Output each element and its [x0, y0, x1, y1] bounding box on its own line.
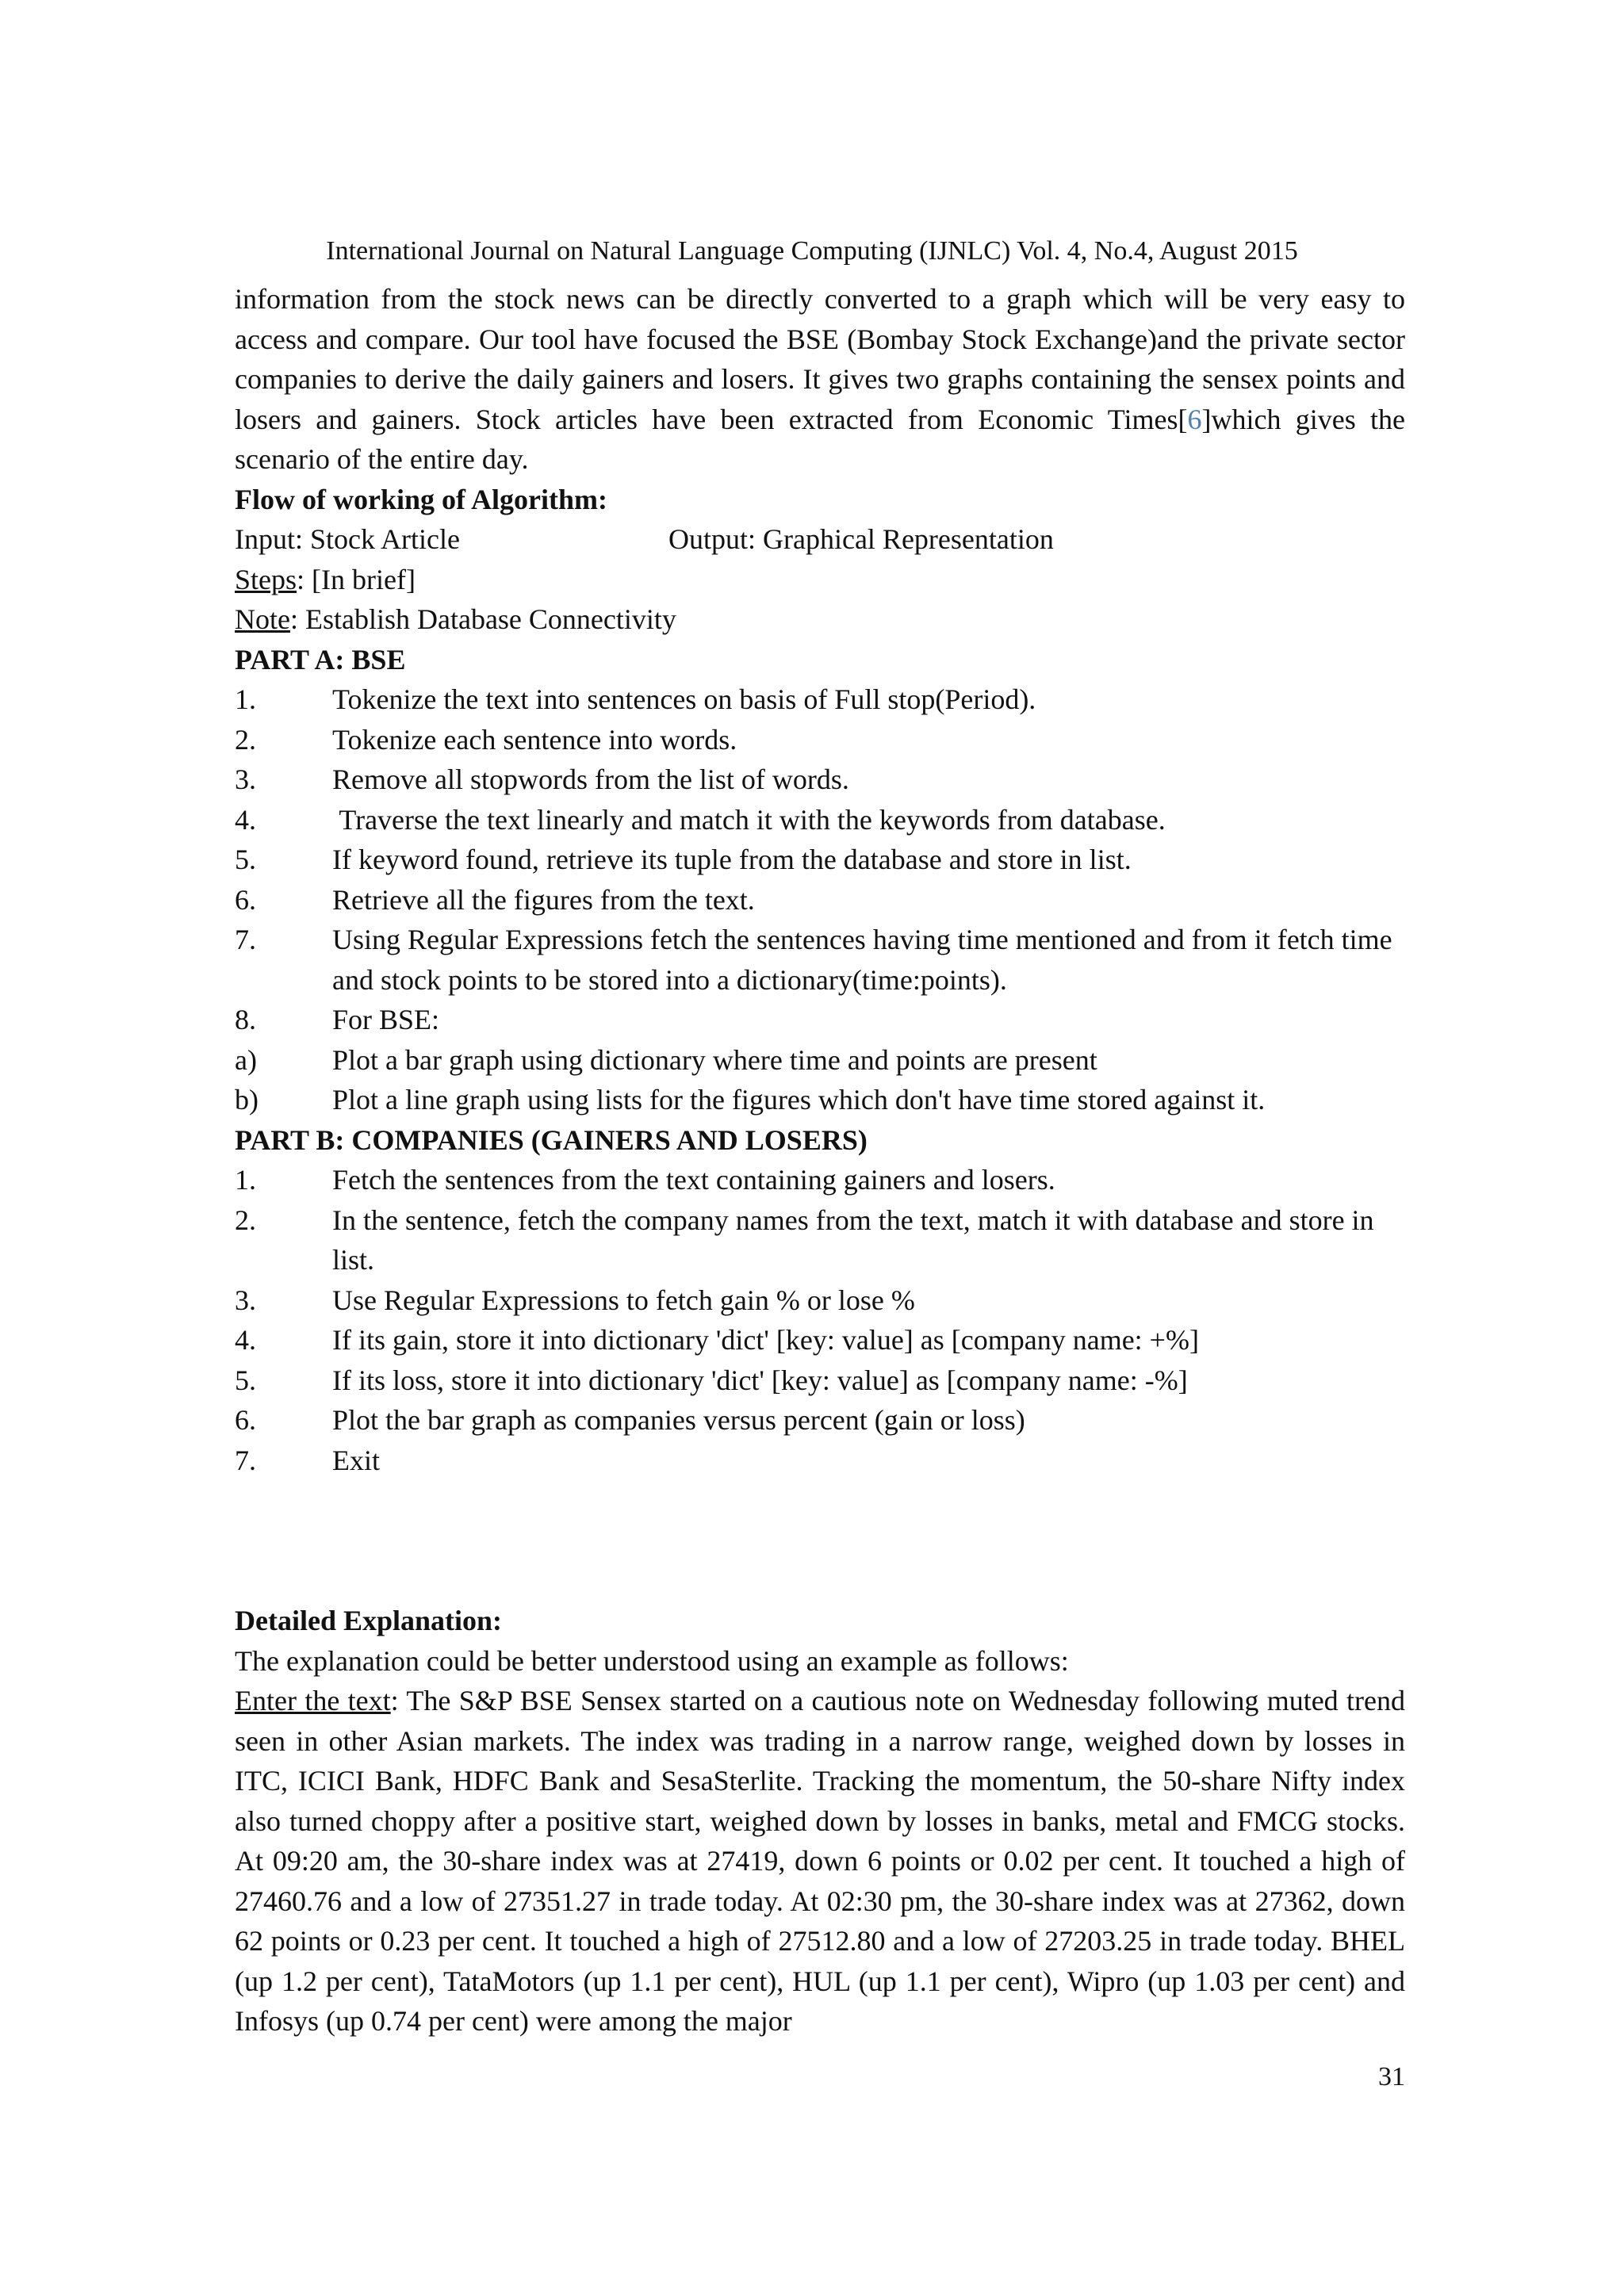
item-number: 1.: [235, 1164, 256, 1196]
list-item: [235, 1000, 1405, 1040]
detailed-heading: Detailed Explanation:: [235, 1605, 503, 1636]
item-text: Tokenize the text into sentences on basis of Full stop(Period).: [332, 683, 1036, 715]
item-text: Retrieve all the figures from the text.: [332, 883, 755, 916]
part-a-heading: PART A: BSE: [235, 643, 406, 675]
item-number: 2.: [235, 723, 256, 756]
item-number: 4.: [235, 1324, 256, 1356]
example-text: : The S&P BSE Sensex started on a cautious note on Wednesday following muted trend seen in other Asian markets. The index was trading in a narrow range, weighed down by losses in ITC, ICICI Bank, HDFC Bank and SesaSterlite. Tracking the momentum, the 50-share Nifty index also turned choppy after a positive start, weighed down by losses in banks, metal and FMCG stocks. At 09:20 am, the 30-share index was at 27419, down 6 points or 0.02 per cent. It touched a high of 27460.76 and a low of 27351.27 in trade today. At 02:30 pm, the 30-share index was at 27362, down 62 points or 0.23 per cent. It touched a high of 27512.80 and a low of 27203.25 in trade today. BHEL (up 1.2 per cent), TataMotors (up 1.1 per cent), HUL (up 1.1 per cent), Wipro (up 1.03 per cent) and Infosys (up 0.74 per cent) were among the major: [235, 1685, 1406, 2037]
part-b-list: [235, 1160, 1405, 1480]
item-number: 8.: [235, 1004, 256, 1035]
citation-link[interactable]: 6: [1187, 403, 1202, 435]
item-number: 5.: [235, 1364, 256, 1396]
item-number: 2.: [235, 1203, 256, 1236]
list-item: [235, 1360, 1405, 1401]
steps-rest: : [In brief]: [297, 563, 416, 595]
item-number: b): [235, 1084, 259, 1115]
item-number: 1.: [235, 683, 256, 715]
item-text: Use Regular Expressions to fetch gain % or lose %: [332, 1284, 915, 1316]
note-label: Note: [235, 603, 290, 635]
item-number: 3.: [235, 1284, 256, 1316]
output-label: Output: Graphical Representation: [668, 523, 1054, 555]
page-body: [235, 279, 1405, 2042]
item-text: In the sentence, fetch the company names from the text, match it with database and store in list.: [332, 1203, 1374, 1276]
item-text: Fetch the sentences from the text containing gainers and losers.: [332, 1164, 1055, 1196]
item-text: Tokenize each sentence into words.: [332, 723, 737, 756]
enter-text-label: Enter the text: [235, 1685, 391, 1716]
list-item: [235, 880, 1405, 920]
part-a-list: [235, 679, 1405, 1120]
item-text: Plot the bar graph as companies versus percent (gain or loss): [332, 1404, 1025, 1436]
detailed-lead: The explanation could be better understood using an example as follows:: [235, 1644, 1069, 1677]
item-text: Using Regular Expressions fetch the sentences having time mentioned and from it fetch time and stock points to be stored into a dictionary(time:points).: [332, 924, 1392, 996]
item-number: 6.: [235, 883, 256, 916]
list-item: [235, 1320, 1405, 1360]
part-b-heading: PART B: COMPANIES (GAINERS AND LOSERS): [235, 1123, 868, 1156]
item-text: Traverse the text linearly and match it with the keywords from database.: [332, 803, 1166, 836]
item-text: For BSE:: [332, 1004, 440, 1035]
page-number: 31: [1378, 2062, 1405, 2091]
intro-text-b: ]which gives the scenario of the entire day.: [235, 403, 1406, 475]
item-number: 6.: [235, 1404, 256, 1436]
list-item: [235, 720, 1405, 760]
item-text: If keyword found, retrieve its tuple from the database and store in list.: [332, 844, 1132, 875]
item-text: If its loss, store it into dictionary 'dict' [key: value] as [company name: -%]: [332, 1364, 1188, 1396]
note-line: [235, 599, 1405, 640]
note-rest: : Establish Database Connectivity: [289, 603, 676, 635]
list-item: [235, 840, 1405, 880]
list-item: [235, 679, 1405, 720]
intro-paragraph: [235, 279, 1405, 480]
list-item: [235, 760, 1405, 800]
intro-text-a: information from the stock news can be directly converted to a graph which will be very easy to access and compare. Our tool have focused the BSE (Bombay Stock Exchange)and the private sector companies to derive the daily gainers and losers. It gives two graphs containing the sensex points and losers and gainers. Stock articles have been extracted from Economic Times[: [235, 283, 1405, 435]
list-item: [235, 800, 1405, 840]
item-text: If its gain, store it into dictionary 'dict' [key: value] as [company name: +%]: [332, 1324, 1199, 1356]
item-number: 4.: [235, 803, 256, 836]
example-paragraph: [235, 1681, 1405, 2042]
list-item: [235, 1080, 1405, 1120]
list-item: [235, 920, 1405, 1000]
list-item: [235, 1200, 1405, 1280]
item-text: Exit: [332, 1444, 380, 1476]
io-row: [235, 519, 1405, 560]
item-number: 7.: [235, 924, 256, 955]
item-number: 5.: [235, 844, 256, 875]
flow-heading: Flow of working of Algorithm:: [235, 483, 607, 515]
running-header: International Journal on Natural Language Computing (IJNLC) Vol. 4, No.4, August 2015: [326, 236, 1298, 266]
item-text: Plot a line graph using lists for the figures which don't have time stored against it.: [332, 1084, 1266, 1115]
steps-label: Steps: [235, 563, 297, 595]
list-item: [235, 1040, 1405, 1081]
list-item: [235, 1160, 1405, 1200]
item-text: Remove all stopwords from the list of words.: [332, 763, 849, 795]
list-item: [235, 1441, 1405, 1481]
item-number: 7.: [235, 1444, 256, 1476]
section-spacer: [235, 1480, 1405, 1601]
input-label: Input: Stock Article: [235, 523, 460, 555]
list-item: [235, 1280, 1405, 1321]
item-number: 3.: [235, 763, 256, 795]
list-item: [235, 1400, 1405, 1441]
item-text: Plot a bar graph using dictionary where time and points are present: [332, 1043, 1097, 1076]
item-number: a): [235, 1043, 257, 1076]
steps-line: [235, 560, 1405, 600]
